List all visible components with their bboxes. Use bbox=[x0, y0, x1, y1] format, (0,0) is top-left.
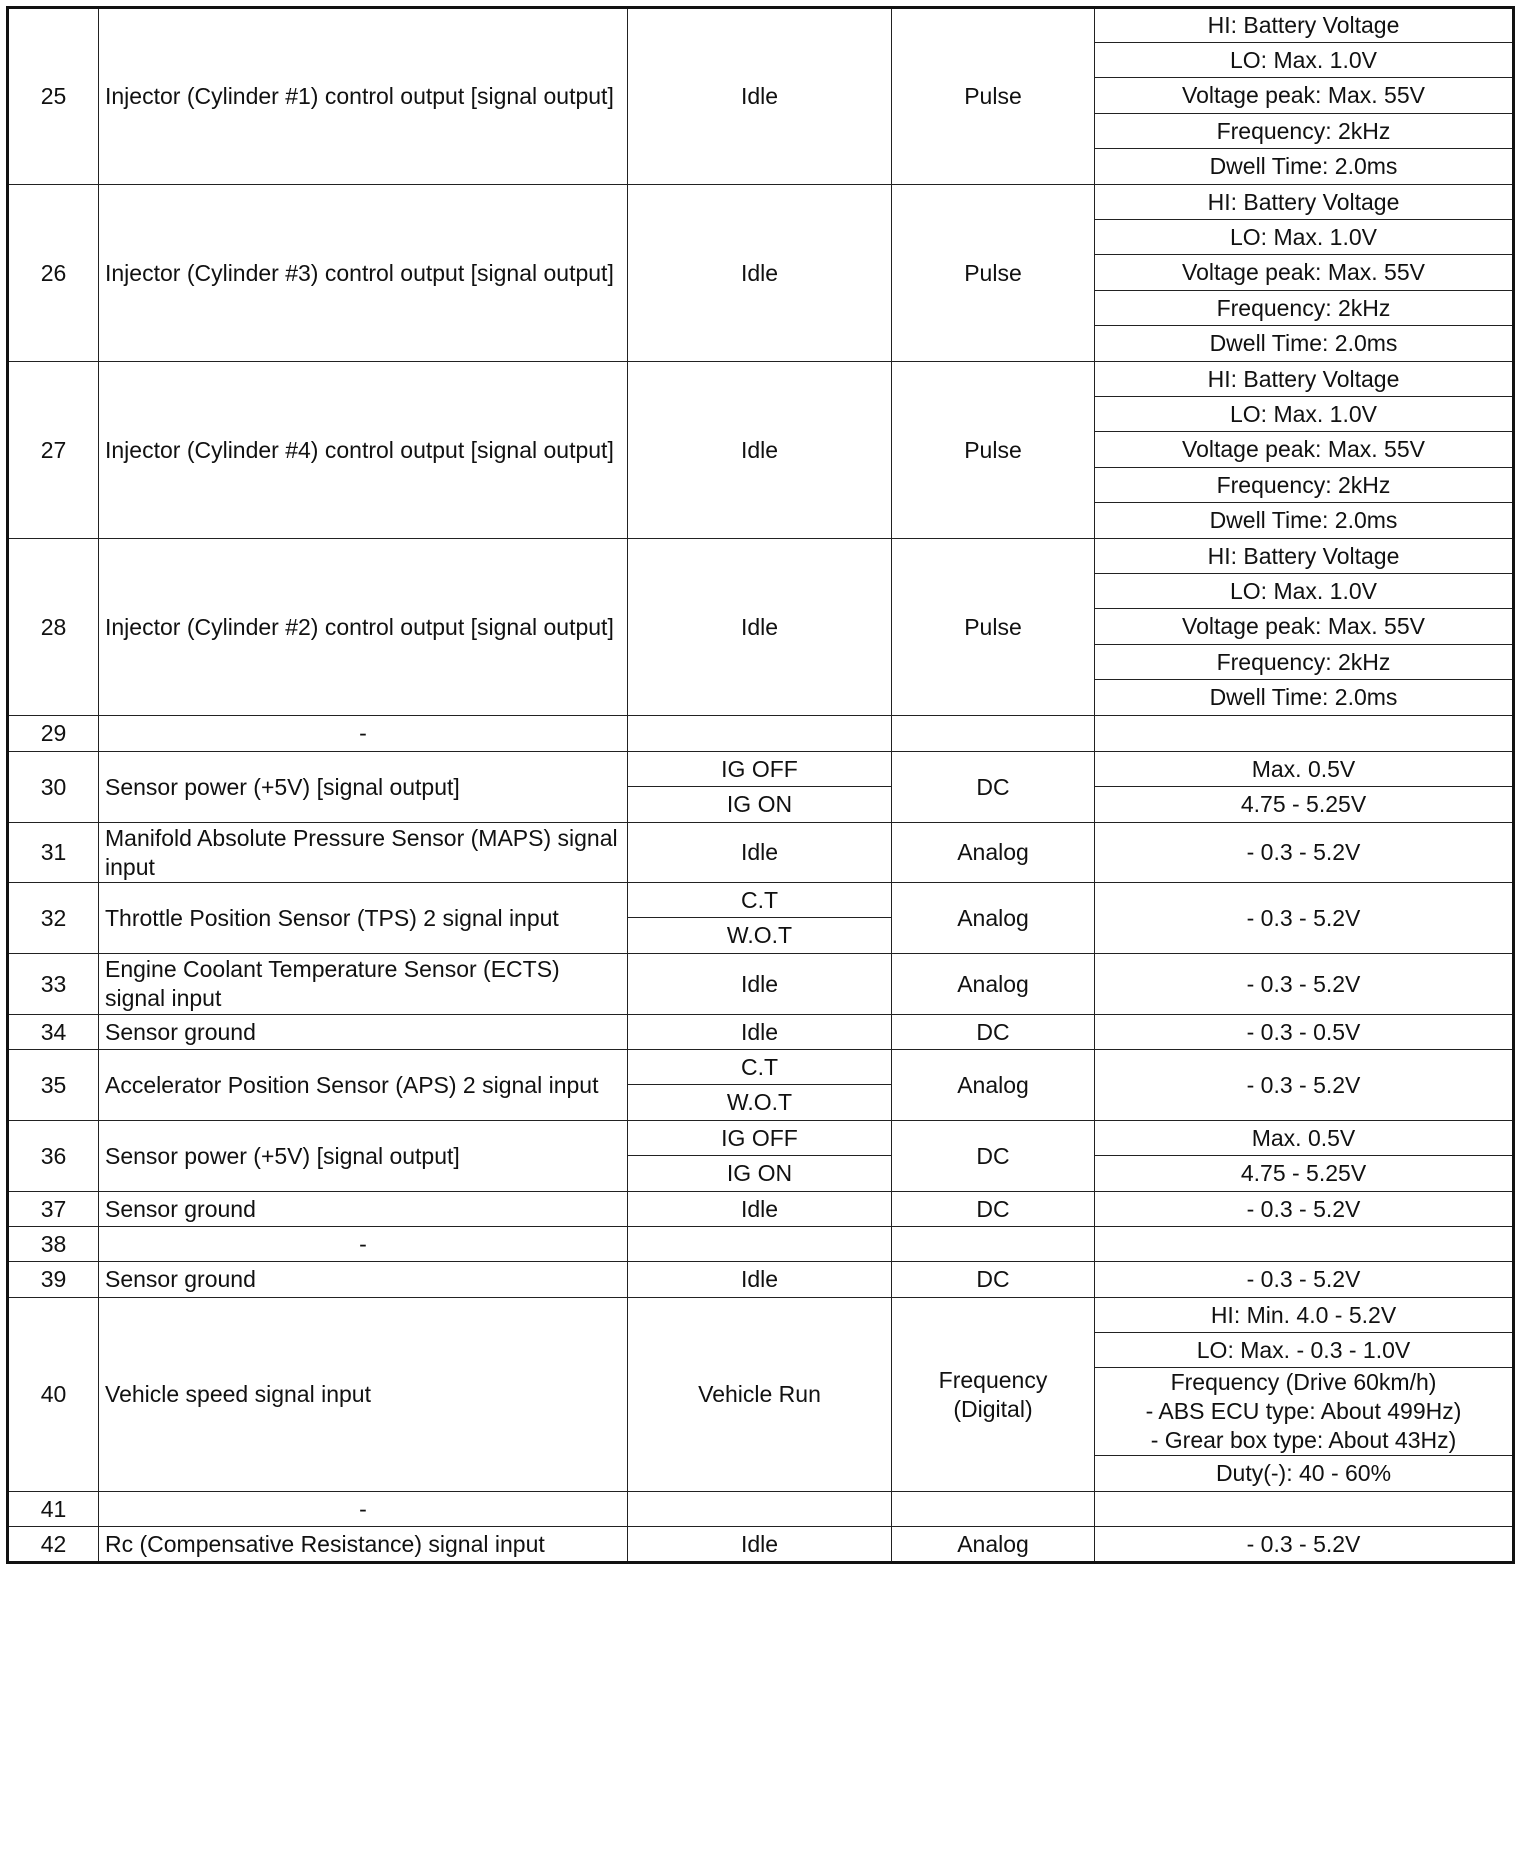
table-row bbox=[8, 362, 1514, 397]
signal-type bbox=[892, 1227, 1095, 1262]
table-row bbox=[8, 752, 1514, 787]
pin-description: Injector (Cylinder #2) control output [signal output] bbox=[99, 539, 628, 716]
signal-level: Max. 0.5V bbox=[1095, 1121, 1514, 1156]
signal-level: Max. 0.5V bbox=[1095, 752, 1514, 787]
signal-type: Analog bbox=[892, 823, 1095, 883]
pin-description: Sensor ground bbox=[99, 1192, 628, 1227]
test-condition: C.T bbox=[628, 1050, 892, 1085]
signal-level: Dwell Time: 2.0ms bbox=[1095, 149, 1514, 185]
signal-level: HI: Min. 4.0 - 5.2V bbox=[1095, 1298, 1514, 1333]
pin-number: 35 bbox=[8, 1050, 99, 1121]
pin-description: - bbox=[99, 716, 628, 752]
table-row bbox=[8, 1262, 1514, 1298]
test-condition bbox=[628, 1492, 892, 1527]
pin-description: - bbox=[99, 1492, 628, 1527]
signal-level: Voltage peak: Max. 55V bbox=[1095, 432, 1514, 468]
signal-level: Frequency: 2kHz bbox=[1095, 114, 1514, 149]
pin-number: 40 bbox=[8, 1298, 99, 1492]
pin-description: Sensor power (+5V) [signal output] bbox=[99, 752, 628, 823]
test-condition: Idle bbox=[628, 1262, 892, 1298]
signal-level: LO: Max. 1.0V bbox=[1095, 397, 1514, 432]
pin-number: 25 bbox=[8, 8, 99, 185]
signal-type: Pulse bbox=[892, 362, 1095, 539]
signal-level bbox=[1095, 1227, 1514, 1262]
signal-level: LO: Max. 1.0V bbox=[1095, 574, 1514, 609]
signal-level: Dwell Time: 2.0ms bbox=[1095, 680, 1514, 716]
signal-level bbox=[1095, 716, 1514, 752]
signal-type: Pulse bbox=[892, 8, 1095, 185]
signal-level: LO: Max. 1.0V bbox=[1095, 43, 1514, 78]
pin-description: Sensor ground bbox=[99, 1262, 628, 1298]
table-row bbox=[8, 883, 1514, 918]
pin-number: 39 bbox=[8, 1262, 99, 1298]
signal-type: DC bbox=[892, 1192, 1095, 1227]
test-condition: W.O.T bbox=[628, 1085, 892, 1121]
table-row bbox=[8, 1298, 1514, 1333]
signal-level: - 0.3 - 0.5V bbox=[1095, 1015, 1514, 1050]
table-row bbox=[8, 1192, 1514, 1227]
pin-number: 34 bbox=[8, 1015, 99, 1050]
test-condition: Idle bbox=[628, 823, 892, 883]
signal-level: HI: Battery Voltage bbox=[1095, 185, 1514, 220]
signal-level: - 0.3 - 5.2V bbox=[1095, 883, 1514, 954]
pin-description: Engine Coolant Temperature Sensor (ECTS) signal input bbox=[99, 954, 628, 1015]
pin-number: 37 bbox=[8, 1192, 99, 1227]
test-condition: IG OFF bbox=[628, 1121, 892, 1156]
pin-number: 29 bbox=[8, 716, 99, 752]
signal-type: DC bbox=[892, 1262, 1095, 1298]
signal-type bbox=[892, 1492, 1095, 1527]
test-condition: Idle bbox=[628, 1527, 892, 1563]
table-row bbox=[8, 185, 1514, 220]
signal-level: 4.75 - 5.25V bbox=[1095, 1156, 1514, 1192]
pin-number: 30 bbox=[8, 752, 99, 823]
signal-type: Frequency (Digital) bbox=[892, 1298, 1095, 1492]
pin-number: 26 bbox=[8, 185, 99, 362]
signal-level: - 0.3 - 5.2V bbox=[1095, 1527, 1514, 1563]
signal-type: Analog bbox=[892, 1050, 1095, 1121]
signal-level: Voltage peak: Max. 55V bbox=[1095, 255, 1514, 291]
table-row bbox=[8, 1050, 1514, 1085]
table-row bbox=[8, 954, 1514, 1015]
table-row bbox=[8, 539, 1514, 574]
test-condition: Idle bbox=[628, 362, 892, 539]
pin-description: Rc (Compensative Resistance) signal input bbox=[99, 1527, 628, 1563]
pin-number: 38 bbox=[8, 1227, 99, 1262]
signal-level: 4.75 - 5.25V bbox=[1095, 787, 1514, 823]
table-body bbox=[8, 8, 1514, 1563]
pin-number: 36 bbox=[8, 1121, 99, 1192]
pin-number: 41 bbox=[8, 1492, 99, 1527]
pin-description: Injector (Cylinder #4) control output [signal output] bbox=[99, 362, 628, 539]
signal-type bbox=[892, 716, 1095, 752]
signal-level: HI: Battery Voltage bbox=[1095, 539, 1514, 574]
pin-description: Sensor power (+5V) [signal output] bbox=[99, 1121, 628, 1192]
pin-description: Injector (Cylinder #3) control output [signal output] bbox=[99, 185, 628, 362]
test-condition: Idle bbox=[628, 954, 892, 1015]
test-condition: Idle bbox=[628, 1015, 892, 1050]
pin-description: Manifold Absolute Pressure Sensor (MAPS) signal input bbox=[99, 823, 628, 883]
pin-number: 31 bbox=[8, 823, 99, 883]
pin-description: Accelerator Position Sensor (APS) 2 signal input bbox=[99, 1050, 628, 1121]
signal-level-frequency: Frequency (Drive 60km/h) - ABS ECU type: About 499Hz) - Grear box type: About 43Hz) bbox=[1095, 1368, 1514, 1456]
test-condition: IG ON bbox=[628, 787, 892, 823]
pin-number: 27 bbox=[8, 362, 99, 539]
pin-specification-table bbox=[6, 6, 1515, 1564]
pin-description: - bbox=[99, 1227, 628, 1262]
table-row bbox=[8, 716, 1514, 752]
signal-level: Duty(-): 40 - 60% bbox=[1095, 1456, 1514, 1492]
pin-description: Injector (Cylinder #1) control output [signal output] bbox=[99, 8, 628, 185]
test-condition: Idle bbox=[628, 8, 892, 185]
pin-number: 32 bbox=[8, 883, 99, 954]
table-row bbox=[8, 8, 1514, 43]
signal-level: Voltage peak: Max. 55V bbox=[1095, 78, 1514, 114]
test-condition bbox=[628, 1227, 892, 1262]
pin-number: 33 bbox=[8, 954, 99, 1015]
test-condition: Idle bbox=[628, 185, 892, 362]
signal-level: Voltage peak: Max. 55V bbox=[1095, 609, 1514, 645]
signal-type: Analog bbox=[892, 1527, 1095, 1563]
signal-level bbox=[1095, 1492, 1514, 1527]
test-condition: Idle bbox=[628, 539, 892, 716]
test-condition: IG ON bbox=[628, 1156, 892, 1192]
test-condition: C.T bbox=[628, 883, 892, 918]
table-row bbox=[8, 1527, 1514, 1563]
signal-type: Analog bbox=[892, 883, 1095, 954]
signal-level: HI: Battery Voltage bbox=[1095, 362, 1514, 397]
pin-number: 28 bbox=[8, 539, 99, 716]
test-condition: Vehicle Run bbox=[628, 1298, 892, 1492]
table-row bbox=[8, 1121, 1514, 1156]
table-row bbox=[8, 1227, 1514, 1262]
pin-description: Sensor ground bbox=[99, 1015, 628, 1050]
test-condition: IG OFF bbox=[628, 752, 892, 787]
signal-level: - 0.3 - 5.2V bbox=[1095, 954, 1514, 1015]
signal-level: HI: Battery Voltage bbox=[1095, 8, 1514, 43]
signal-level: - 0.3 - 5.2V bbox=[1095, 1192, 1514, 1227]
signal-level: - 0.3 - 5.2V bbox=[1095, 823, 1514, 883]
signal-type: DC bbox=[892, 1015, 1095, 1050]
signal-level: - 0.3 - 5.2V bbox=[1095, 1050, 1514, 1121]
signal-type: Pulse bbox=[892, 185, 1095, 362]
pin-description: Vehicle speed signal input bbox=[99, 1298, 628, 1492]
signal-level: LO: Max. 1.0V bbox=[1095, 220, 1514, 255]
pin-number: 42 bbox=[8, 1527, 99, 1563]
signal-level: Dwell Time: 2.0ms bbox=[1095, 326, 1514, 362]
signal-type: DC bbox=[892, 1121, 1095, 1192]
test-condition: W.O.T bbox=[628, 918, 892, 954]
table-row bbox=[8, 1015, 1514, 1050]
table-row bbox=[8, 823, 1514, 883]
signal-type: Pulse bbox=[892, 539, 1095, 716]
signal-level: Frequency: 2kHz bbox=[1095, 645, 1514, 680]
test-condition: Idle bbox=[628, 1192, 892, 1227]
signal-level: LO: Max. - 0.3 - 1.0V bbox=[1095, 1333, 1514, 1368]
signal-level: - 0.3 - 5.2V bbox=[1095, 1262, 1514, 1298]
signal-type: DC bbox=[892, 752, 1095, 823]
signal-level: Dwell Time: 2.0ms bbox=[1095, 503, 1514, 539]
table-row bbox=[8, 1492, 1514, 1527]
test-condition bbox=[628, 716, 892, 752]
signal-type: Analog bbox=[892, 954, 1095, 1015]
signal-level: Frequency: 2kHz bbox=[1095, 291, 1514, 326]
pin-description: Throttle Position Sensor (TPS) 2 signal input bbox=[99, 883, 628, 954]
signal-level: Frequency: 2kHz bbox=[1095, 468, 1514, 503]
